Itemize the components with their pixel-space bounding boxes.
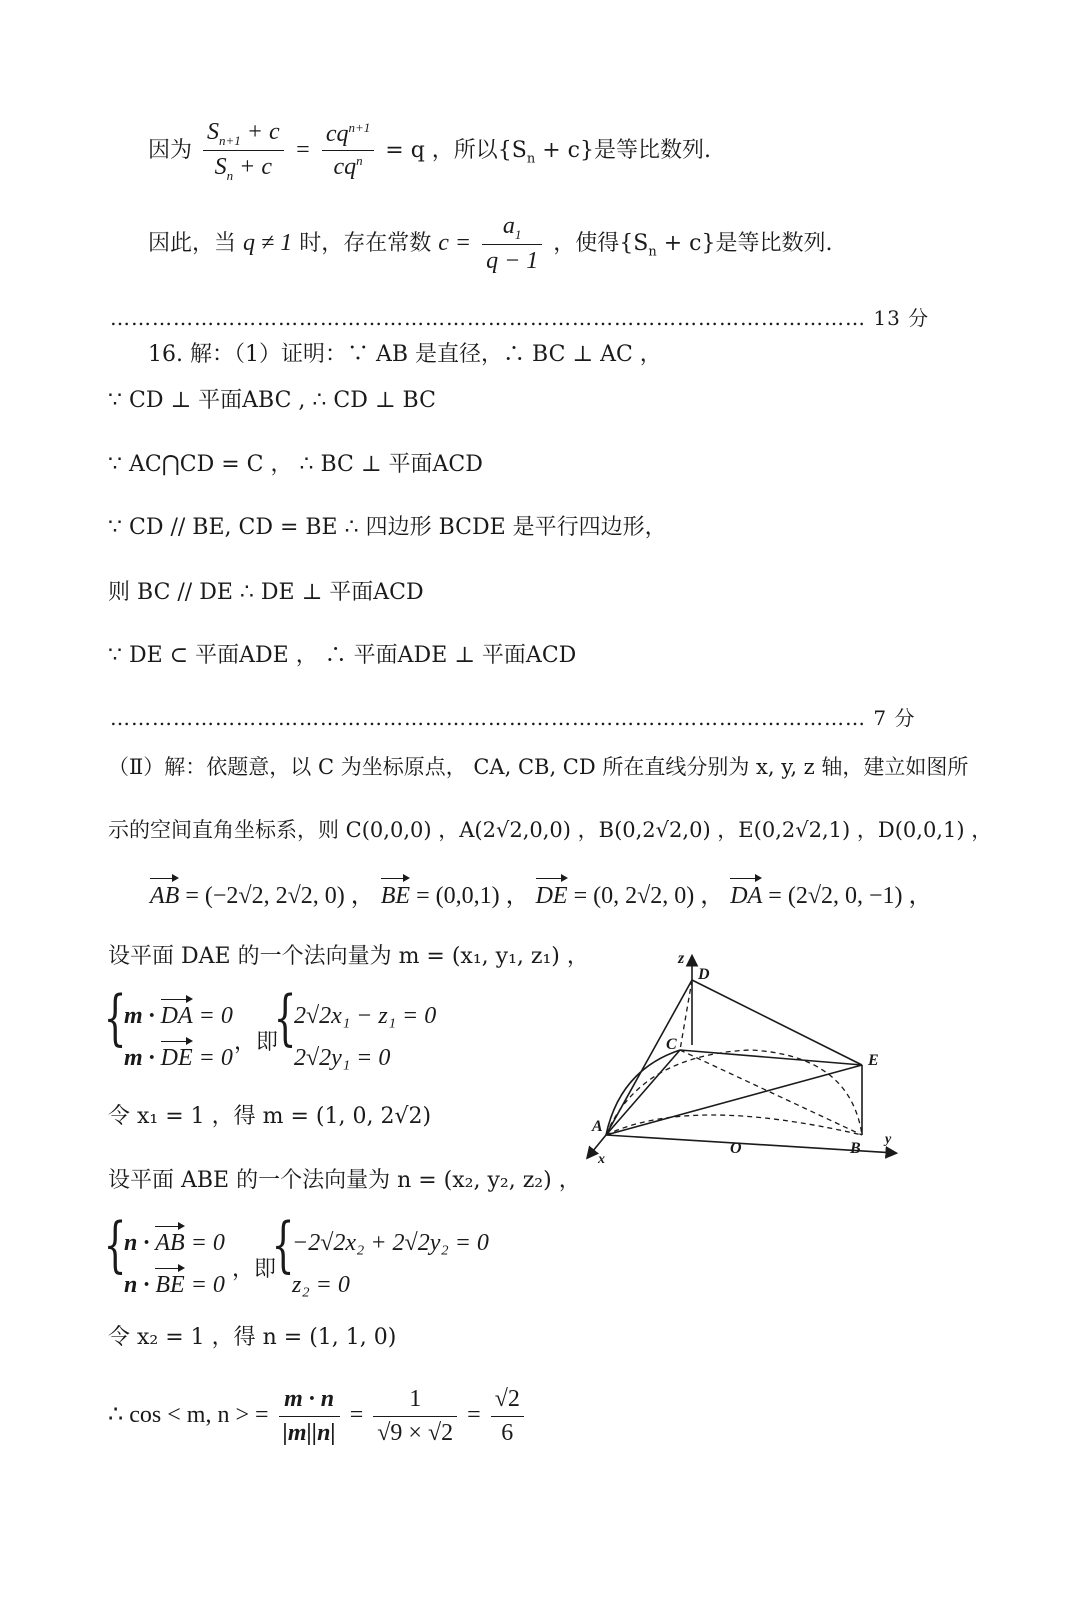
label-o: O	[730, 1140, 742, 1157]
let-x2: 令 x₂ = 1 ，得 n = (1, 1, 0)	[108, 1325, 397, 1350]
score-divider-7: ……………………………………………………………………………………………… 7 分	[110, 706, 916, 730]
plane-dae-normal: 设平面 DAE 的一个法向量为 m = (x₁, y₁, z₁) ，	[108, 944, 589, 969]
fraction-sn: $\frac{S_{n+1} + c}{S_n + c}$	[203, 118, 284, 184]
proof-line-4: 则 BC // DE ∴ DE ⊥ 平面ACD	[108, 580, 424, 605]
fraction-sqrt2-6: $\frac{√2}{6}$	[491, 1385, 524, 1448]
let-x1: 令 x₁ = 1 ，得 m = (1, 0, 2√2)	[108, 1104, 432, 1129]
proof-line-3: ∵ CD // BE, CD = BE ∴ 四边形 BCDE 是平行四边形，	[108, 515, 667, 540]
label-a: A	[592, 1118, 603, 1135]
proof-line-2: ∵ AC⋂CD = C ， ∴ BC ⊥ 平面ACD	[108, 452, 483, 477]
fraction-a1: $\frac{a_1}{q - 1}$	[482, 212, 542, 276]
label-x: x	[598, 1152, 605, 1167]
label-b: B	[850, 1140, 861, 1157]
label-e: E	[868, 1052, 879, 1069]
label-y: y	[885, 1132, 892, 1147]
geometry-figure	[580, 945, 920, 1175]
edge-ae	[606, 1065, 862, 1135]
label-d: D	[698, 966, 710, 983]
plane-abe-normal: 设平面 ABE 的一个法向量为 n = (x₂, y₂, z₂) ，	[108, 1168, 581, 1193]
q16-header: 16. 解：（1）证明：∵ AB 是直径，∴ BC ⊥ AC ，	[148, 342, 662, 367]
score-divider-13: ……………………………………………………………………………………………… 13 分	[110, 306, 930, 330]
cosine-result: ∴ cos < m, n > = $\frac{m \cdot n}{|m||n|}$ = $\frac{1}{√9 \times √2}$ = $\frac{√2}{6}$	[108, 1385, 528, 1448]
edge-de	[692, 980, 862, 1065]
line-constant-c: 因此，当 q ≠ 1 时，存在常数 c = $\frac{a_1}{q - 1}$ ，使得$\{S_n + c\}$是等比数列.	[148, 213, 833, 275]
label-c: C	[666, 1036, 677, 1053]
fraction-mn: $\frac{m \cdot n}{|m||n|}$	[279, 1385, 340, 1448]
figure-svg	[580, 945, 920, 1175]
system-2: { n · AB = 0 n · BE = 0 ，即 { −2√2x₂ + 2√2y₂ = 0 z₂ = 0	[103, 1210, 489, 1298]
fraction-1-sqrt: $\frac{1}{√9 \times √2}$	[373, 1385, 457, 1448]
vectors-line: AB = (−2√2, 2√2, 0) ， BE = (0,0,1) ， DE = (0, 2√2, 0) ， DA = (2√2, 0, −1) ，	[150, 883, 933, 909]
label-z: z	[678, 950, 685, 967]
line-geometric-ratio: 因为 $\frac{S_{n+1} + c}{S_n + c}$ = $\frac{cq^{n+1}}{cq^n}$ = q ，所以$\{S_n + c\}$是等比数列.	[148, 119, 711, 184]
part2-line-a: （Ⅱ）解：依题意，以 C 为坐标原点， CA, CB, CD 所在直线分别为 x, y, z 轴，建立如图所	[108, 755, 969, 779]
edge-da	[606, 980, 692, 1135]
fraction-cq: $\frac{cq^{n+1}}{cq^n}$	[322, 120, 374, 183]
system-1: { m · DA = 0 m · DE = 0 ，即 { 2√2x₁ − z₁ = 0 2√2y₁ = 0	[103, 983, 437, 1071]
part2-line-b: 示的空间直角坐标系，则 C(0,0,0) ，A(2√2,0,0) ，B(0,2√2,0) ，E(0,2√2,1) ，D(0,0,1) ，	[108, 818, 993, 842]
proof-line-1: ∵ CD ⊥ 平面ABC , ∴ CD ⊥ BC	[108, 388, 436, 413]
proof-line-5: ∵ DE ⊂ 平面ADE ， ∴ 平面ADE ⊥ 平面ACD	[108, 643, 577, 668]
